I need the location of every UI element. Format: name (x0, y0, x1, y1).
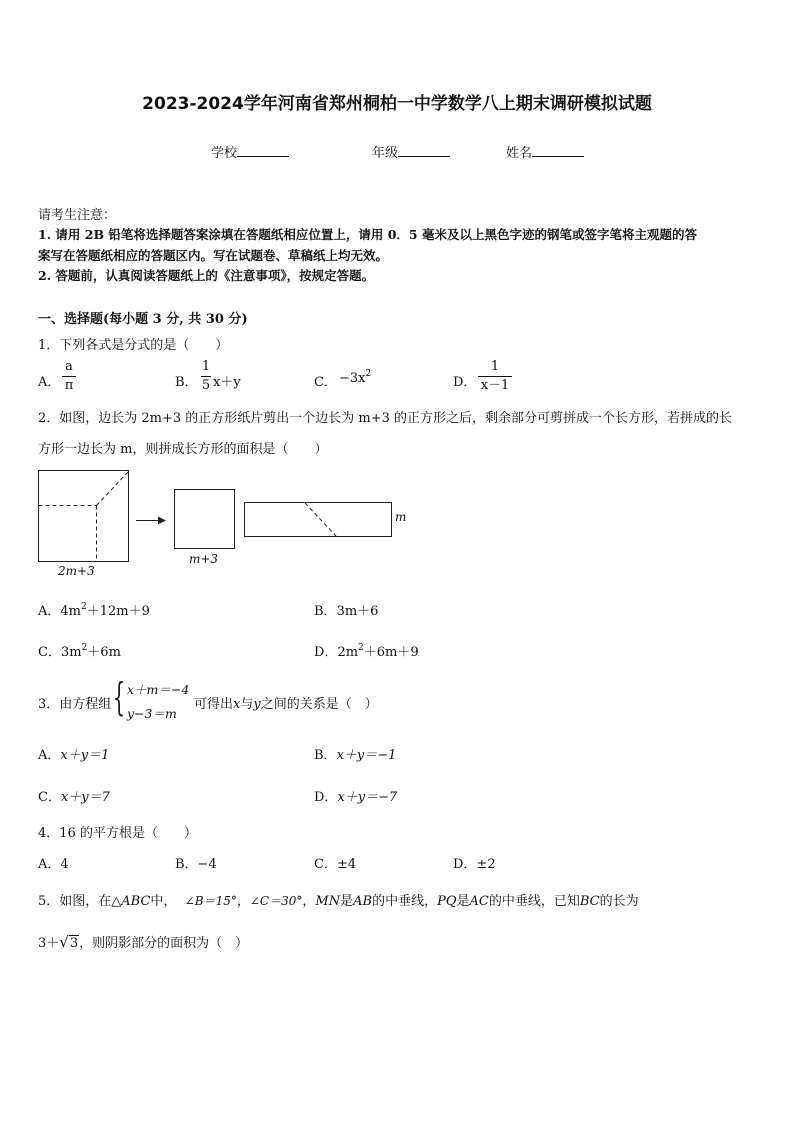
q2-option-d[interactable] (314, 641, 419, 660)
q5-ab: AB (353, 894, 373, 909)
q2-option-a[interactable] (38, 600, 150, 619)
q5-ac: AC (469, 894, 489, 909)
q5-line-1 (38, 890, 639, 909)
q3-suffix (194, 693, 378, 712)
q3-c-text: x＋y＝7 (60, 790, 110, 805)
q3-option-a[interactable] (38, 744, 109, 763)
notice-line-1: 1. 请用 2B 铅笔将选择题答案涂填在答题纸相应位置上，请用 0．5 毫米及以上黑色字迹的钢笔或签字笔将主观题的答 (38, 227, 697, 242)
q3-suffix-b: 与 (240, 697, 254, 712)
q1-option-b-label[interactable]: B． (175, 375, 198, 390)
q4-option-b[interactable]: B．−4 (175, 857, 217, 872)
q2-c-p1: 3m (60, 645, 82, 660)
q2-a-p1: 4m (60, 604, 81, 619)
q2-a-p2: ＋12m＋9 (86, 604, 150, 619)
page-title: 2023-2024学年河南省郑州桐柏一中学数学八上期末调研模拟试题 (142, 94, 652, 114)
q1-b-denominator: 5 (201, 378, 211, 393)
q5-tri: △ABC (111, 894, 151, 909)
q2-figure-mid-square (175, 490, 235, 549)
q1-option-d-label[interactable]: D． (453, 375, 477, 390)
q3-d-text: x＋y＝−7 (337, 790, 398, 805)
q1-c-sup: 2 (365, 369, 372, 379)
q5-pq: PQ (437, 894, 457, 909)
q5-l1b: 中， (150, 894, 177, 909)
q5-is2: 是 (456, 894, 470, 909)
q3-eq1: x＋m＝−4 (127, 682, 190, 697)
q2-d-p1: 2m (337, 645, 359, 660)
q3-option-b[interactable] (314, 744, 396, 763)
q1-d-numerator: 1 (490, 359, 500, 374)
q3-b-text: x＋y＝−1 (336, 748, 397, 763)
q3-option-d[interactable] (314, 786, 397, 805)
q3-b-label: B． (314, 748, 337, 763)
q5-len: 的长为 (599, 894, 639, 909)
q2-c-p2: ＋6m (87, 645, 121, 660)
q2-figure-rect-dash (305, 503, 336, 536)
field-name-label: 姓名 (506, 146, 533, 161)
q2-c-label: C． (38, 645, 61, 660)
q5-perp2: 的中垂线，已知 (488, 894, 580, 909)
q4-option-c[interactable]: C．±4 (314, 857, 357, 872)
q2-figure-big-square (39, 471, 129, 562)
q3-option-c[interactable] (38, 786, 110, 805)
q3-var-y: y (253, 697, 261, 712)
q2-fig-label-left: 2m+3 (58, 564, 95, 578)
q2-a-sup: 2 (81, 602, 87, 612)
q5-bc: BC (579, 894, 600, 909)
q1-a-denominator: π (64, 378, 74, 393)
q2-fig-label-mid: m+3 (189, 552, 219, 566)
field-grade-label: 年级 (372, 146, 399, 161)
q2-b-label: B． (314, 604, 337, 619)
q5-sqrt: √3 (59, 933, 79, 951)
q3-suffix-c: 之间的关系是（ ） (260, 697, 378, 712)
q5-line-2 (38, 932, 248, 951)
q3-d-label: D． (314, 790, 338, 805)
notice-line-2: 案写在答题纸相应的答题区内。写在试题卷、草稿纸上均无效。 (38, 248, 389, 263)
q3-a-label: A． (38, 748, 61, 763)
q2-fig-label-right: m (395, 510, 407, 524)
notice-line-3: 2. 答题前，认真阅读答题纸上的《注意事项》，按规定答题。 (38, 268, 375, 283)
q5-is: 是 (340, 894, 354, 909)
q4-option-a[interactable]: A．4 (38, 857, 69, 872)
field-school-label: 学校 (211, 146, 238, 161)
q5-mn: MN (315, 894, 341, 909)
q5-sqrt-arg: 3 (69, 936, 79, 951)
q5-perp1: 的中垂线， (372, 894, 438, 909)
q3-prefix: 3．由方程组 (38, 697, 112, 712)
q3-var-x: x (233, 697, 241, 712)
q2-option-c[interactable] (38, 641, 121, 660)
q1-option-a-label[interactable]: A． (38, 375, 61, 390)
q2-d-p2: ＋6m＋9 (363, 645, 419, 660)
q2-figure-rect (245, 503, 392, 537)
q1-d-denominator: x－1 (480, 378, 510, 393)
q5-angC: ∠C＝30° (249, 894, 303, 908)
q5-l2a: 3＋ (38, 936, 60, 951)
q2-line-2: 方形一边长为 m，则拼成长方形的面积是（ ） (38, 442, 328, 457)
q2-b-text: 3m＋6 (336, 604, 379, 619)
q5-l2b: ，则阴影部分的面积为（ ） (79, 936, 249, 951)
q2-figure-dash-diag (97, 472, 129, 506)
q1-stem: 1．下列各式是分式的是（ ） (38, 338, 229, 353)
q2-d-label: D． (314, 645, 338, 660)
q4-stem: 4．16 的平方根是（ ） (38, 826, 197, 841)
q3-c-label: C． (38, 790, 61, 805)
q2-d-sup: 2 (358, 643, 364, 653)
q3-a-text: x＋y＝1 (60, 748, 110, 763)
q3-brace: { (113, 675, 126, 719)
q2-line-1: 2．如图，边长为 2m+3 的正方形纸片剪出一个边长为 m+3 的正方形之后，剩余部分可剪拼成一个长方形，若拼成的长 (38, 411, 733, 426)
q5-l1a: 5．如图，在 (38, 894, 112, 909)
q2-a-label: A． (38, 604, 61, 619)
q2-c-sup: 2 (81, 643, 88, 653)
q1-option-c-label[interactable]: C． (314, 375, 337, 390)
q1-c-text: −3x (339, 371, 366, 386)
q3-eq2: y−3＝m (127, 706, 177, 721)
q1-b-tail: x＋y (213, 375, 241, 390)
q4-option-d[interactable]: D．±2 (453, 857, 496, 872)
notice-heading: 请考生注意： (38, 208, 117, 223)
section-heading: 一、选择题(每小题 3 分, 共 30 分) (38, 312, 248, 327)
q5-sep: ， (236, 894, 250, 909)
q5-angB: ∠B＝15° (184, 894, 237, 908)
q1-b-numerator: 1 (201, 359, 211, 374)
q3-suffix-a: 可得出 (194, 697, 234, 712)
q2-option-b[interactable] (314, 600, 378, 619)
q2-figure-arrow-head (158, 517, 166, 525)
q5-l1c: ， (302, 894, 316, 909)
q1-a-numerator: a (65, 359, 73, 374)
